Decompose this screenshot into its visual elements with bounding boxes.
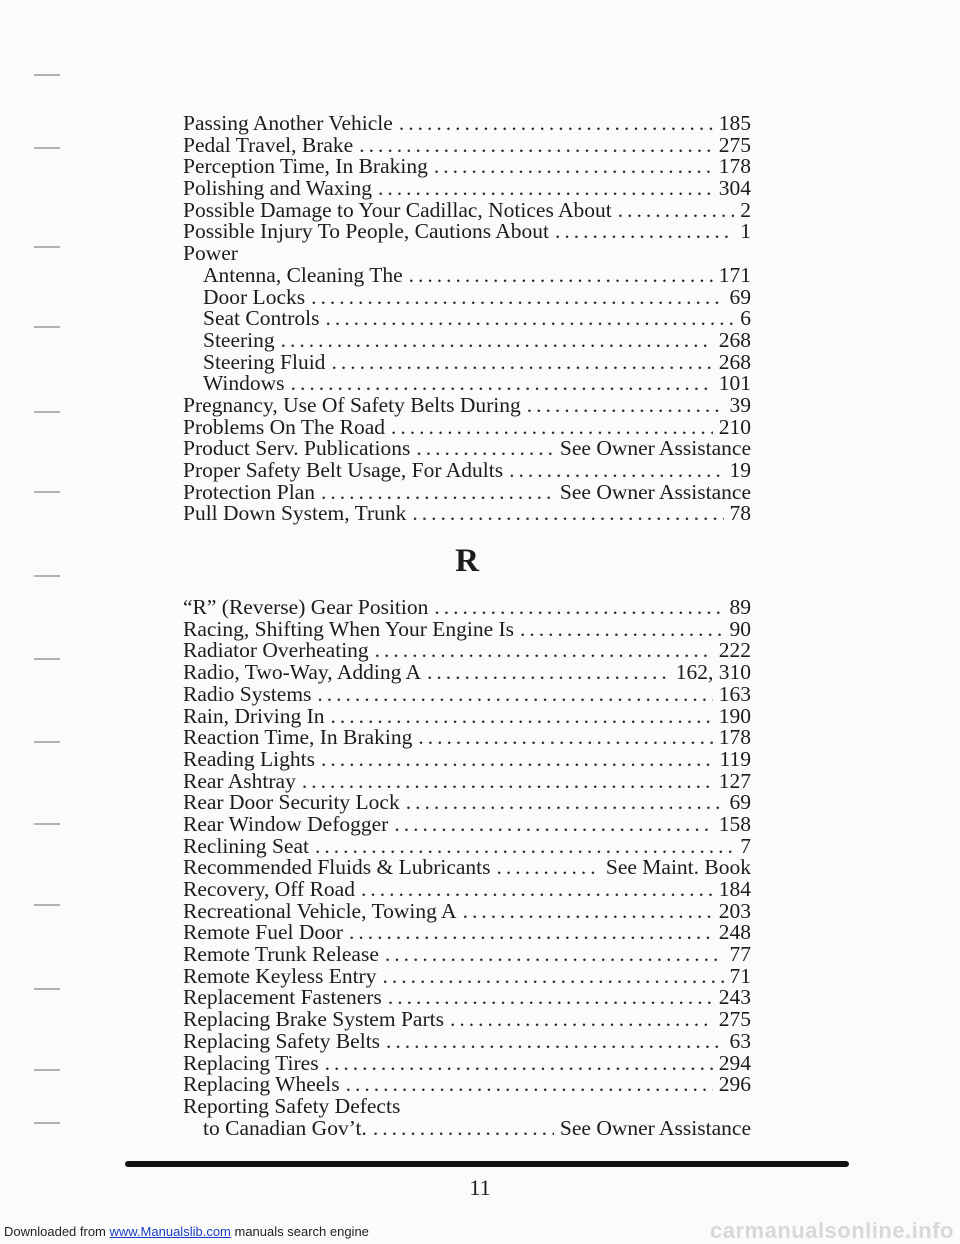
margin-tick-marks — [0, 0, 80, 1242]
margin-tick — [34, 74, 60, 76]
entry-page: 2 — [740, 197, 751, 222]
entry-page: 203 — [718, 898, 751, 923]
margin-tick — [34, 326, 60, 328]
dot-leader — [346, 1074, 713, 1096]
entry-title: Product Serv. Publications — [183, 436, 411, 461]
margin-tick — [34, 1069, 60, 1071]
index-entry — [183, 1009, 751, 1031]
entry-title: Rain, Driving In — [183, 703, 325, 728]
entry-title: Racing, Shifting When Your Engine Is — [183, 616, 515, 641]
entry-page: 184 — [718, 877, 751, 901]
dot-leader — [291, 373, 713, 395]
entry-page: 178 — [718, 725, 751, 750]
entry-title: Protection Plan — [183, 479, 315, 504]
index-entry — [183, 349, 751, 374]
entry-title: Remote Fuel Door — [183, 920, 344, 945]
index-entry — [183, 1050, 751, 1075]
entry-page: 119 — [719, 746, 751, 771]
index-entry — [183, 1115, 751, 1140]
dot-leader — [427, 662, 670, 684]
index-entry — [183, 156, 751, 178]
entry-page: 1 — [740, 219, 751, 244]
dot-leader — [497, 857, 600, 879]
entry-title: Reading Lights — [183, 746, 315, 771]
dot-leader — [331, 706, 713, 728]
dot-leader — [325, 308, 734, 330]
manualslib-link[interactable]: www.Manualslib.com — [109, 1224, 231, 1239]
entry-title: Pregnancy, Use Of Safety Belts During — [183, 392, 521, 417]
dot-leader — [391, 417, 713, 439]
entry-page: 178 — [718, 154, 751, 179]
index-entry — [183, 768, 751, 793]
dot-leader — [359, 135, 713, 157]
index-entry — [183, 640, 751, 662]
dot-leader — [375, 640, 713, 662]
entry-title: Reclining Seat — [183, 833, 309, 858]
dot-leader — [527, 395, 724, 417]
entry-page: 89 — [729, 595, 751, 620]
entry-page: 185 — [718, 111, 751, 135]
entry-title: Replacement Fasteners — [183, 985, 382, 1010]
dot-leader — [373, 1118, 554, 1140]
entry-title: Antenna, Cleaning The — [203, 262, 403, 287]
index-entry — [183, 681, 751, 706]
entry-title: Radio Systems — [183, 681, 312, 706]
entry-title: Radio, Two-Way, Adding A — [183, 660, 422, 685]
dot-leader — [434, 597, 723, 619]
footer-rule — [125, 1161, 849, 1167]
entry-page: 101 — [718, 371, 751, 396]
index-entry — [183, 503, 751, 525]
index-entry — [183, 792, 751, 814]
entry-page: 39 — [729, 392, 751, 417]
index-entry — [183, 113, 751, 135]
index-entry — [183, 438, 751, 460]
index-entry — [183, 392, 751, 417]
entry-page: 222 — [718, 638, 751, 663]
entry-title: Recreational Vehicle, Towing A — [183, 898, 457, 923]
dot-leader — [450, 1009, 713, 1031]
margin-tick — [34, 741, 60, 743]
margin-tick — [34, 658, 60, 660]
dot-leader — [418, 727, 712, 749]
entry-title: Steering Fluid — [203, 349, 326, 374]
dot-leader — [463, 901, 713, 923]
entry-title: Rear Door Security Lock — [183, 790, 400, 815]
entry-title: Windows — [203, 371, 285, 396]
entry-page: 127 — [718, 768, 751, 793]
index-entry — [183, 460, 751, 482]
entry-title: Pull Down System, Trunk — [183, 501, 407, 526]
index-entry — [183, 703, 751, 728]
entry-page: See Maint. Book — [605, 855, 751, 880]
entry-page: See Owner Assistance — [559, 436, 751, 461]
entry-title: Proper Safety Belt Usage, For Adults — [183, 458, 504, 482]
index-entry — [183, 132, 751, 157]
index-entry — [183, 308, 751, 330]
entry-title: Steering — [203, 327, 275, 352]
entry-page: 78 — [729, 501, 751, 526]
entry-page: 90 — [729, 616, 751, 641]
dot-leader — [302, 771, 713, 793]
entry-page: 304 — [718, 176, 751, 201]
entry-title: Radiator Overheating — [183, 638, 369, 663]
entry-title: Perception Time, In Braking — [183, 154, 428, 179]
entry-page: 63 — [729, 1028, 751, 1053]
dot-leader — [406, 792, 724, 814]
margin-tick — [34, 823, 60, 825]
dot-leader — [311, 287, 723, 309]
entry-title: Reporting Safety Defects — [183, 1093, 401, 1118]
index-entry — [183, 746, 751, 771]
entry-title: Possible Injury To People, Cautions About — [183, 219, 549, 244]
entry-page: See Owner Assistance — [559, 479, 751, 504]
entry-page: 19 — [729, 458, 751, 482]
entry-title: Rear Window Defogger — [183, 811, 389, 836]
entry-title: Replacing Tires — [183, 1050, 319, 1075]
entry-page: See Owner Assistance — [559, 1115, 751, 1140]
entry-page: 162, 310 — [675, 660, 751, 685]
dot-leader — [399, 113, 713, 135]
margin-tick — [34, 147, 60, 149]
index-entry — [183, 727, 751, 749]
entry-page: 69 — [729, 284, 751, 309]
entry-title: Door Locks — [203, 284, 306, 309]
index-entry — [183, 197, 751, 222]
index-entry — [183, 616, 751, 641]
entry-title: Replacing Wheels — [183, 1072, 340, 1097]
dot-leader — [331, 352, 712, 374]
margin-tick — [34, 246, 60, 248]
index-entry — [183, 262, 751, 287]
dot-leader — [434, 156, 713, 178]
footer-source: Downloaded from www.Manualslib.com manuals search engine — [4, 1224, 369, 1239]
entry-page: 248 — [718, 920, 751, 945]
margin-tick — [34, 904, 60, 906]
entry-title: to Canadian Gov’t. — [203, 1115, 367, 1140]
dot-leader — [361, 879, 713, 901]
index-entry — [183, 373, 751, 395]
entry-title: Reaction Time, In Braking — [183, 725, 413, 750]
entry-page: 294 — [718, 1050, 751, 1075]
dot-leader — [520, 619, 723, 641]
index-entry — [183, 944, 751, 966]
index-entry — [183, 284, 751, 309]
entry-page: 268 — [718, 327, 751, 352]
dot-leader — [317, 684, 712, 706]
index-section-r — [183, 597, 751, 1139]
dot-leader — [509, 460, 723, 482]
index-entry — [183, 833, 751, 858]
index-entry — [183, 987, 751, 1009]
margin-tick — [34, 1122, 60, 1124]
index-entry — [183, 327, 751, 352]
entry-page: 268 — [718, 349, 751, 374]
entry-page: 275 — [718, 132, 751, 157]
margin-tick — [34, 988, 60, 990]
entry-title: Remote Keyless Entry — [183, 963, 377, 988]
index-entry — [183, 1074, 751, 1096]
dot-leader — [409, 265, 713, 287]
index-entry — [183, 1028, 751, 1053]
dot-leader — [394, 814, 712, 836]
entry-title: Replacing Safety Belts — [183, 1028, 381, 1053]
entry-title: Power — [183, 241, 238, 266]
index-entry — [183, 178, 751, 200]
entry-title: Seat Controls — [203, 306, 320, 331]
dot-leader — [281, 330, 713, 352]
entry-page: 158 — [718, 811, 751, 836]
section-heading-r: R — [455, 543, 479, 580]
dot-leader — [555, 221, 734, 243]
entry-page: 190 — [718, 703, 751, 728]
dot-leader — [618, 200, 734, 222]
dot-leader — [388, 987, 713, 1009]
index-entry — [183, 857, 751, 879]
entry-page: 243 — [718, 985, 751, 1010]
index-entry — [183, 1093, 751, 1118]
index-entry — [183, 221, 751, 243]
entry-page: 275 — [718, 1007, 751, 1032]
dot-leader — [315, 836, 734, 858]
dot-leader — [412, 503, 723, 525]
entry-title: Replacing Brake System Parts — [183, 1007, 444, 1032]
index-column — [183, 113, 751, 1139]
entry-title: “R” (Reverse) Gear Position — [183, 595, 429, 620]
dot-leader — [382, 966, 723, 988]
entry-title: Remote Trunk Release — [183, 942, 379, 967]
index-entry — [183, 243, 751, 265]
entry-page: 71 — [729, 963, 751, 988]
dot-leader — [325, 1053, 713, 1075]
entry-page: 7 — [740, 833, 751, 858]
index-section-p — [183, 113, 751, 525]
index-entry — [183, 479, 751, 504]
index-entry — [183, 811, 751, 836]
entry-title: Rear Ashtray — [183, 768, 296, 793]
entry-page: 163 — [718, 681, 751, 706]
index-entry — [183, 879, 751, 901]
dot-leader — [386, 1031, 723, 1053]
index-entry — [183, 414, 751, 439]
entry-page: 171 — [718, 262, 751, 287]
entry-page: 6 — [740, 306, 751, 331]
margin-tick — [34, 491, 60, 493]
entry-page: 69 — [729, 790, 751, 815]
entry-title: Passing Another Vehicle — [183, 111, 393, 135]
dot-leader — [349, 922, 713, 944]
margin-tick — [34, 411, 60, 413]
dot-leader — [378, 178, 713, 200]
entry-page: 210 — [718, 414, 751, 439]
entry-title: Polishing and Waxing — [183, 176, 372, 201]
entry-title: Recovery, Off Road — [183, 877, 355, 901]
dot-leader — [416, 438, 554, 460]
index-entry — [183, 662, 751, 684]
watermark: carmanualsonline.info — [710, 1218, 954, 1243]
dot-leader — [321, 482, 554, 504]
dot-leader — [385, 944, 724, 966]
entry-title: Possible Damage to Your Cadillac, Notices About — [183, 197, 612, 222]
margin-tick — [34, 575, 60, 577]
page-number: 11 — [469, 1175, 491, 1200]
dot-leader — [321, 749, 714, 771]
index-entry — [183, 898, 751, 923]
entry-title: Recommended Fluids & Lubricants — [183, 855, 491, 880]
download-footer — [0, 1218, 960, 1243]
index-entry — [183, 922, 751, 944]
entry-title: Pedal Travel, Brake — [183, 132, 354, 157]
index-entry — [183, 963, 751, 988]
entry-title: Problems On The Road — [183, 414, 386, 439]
entry-page: 296 — [718, 1072, 751, 1097]
entry-page: 77 — [729, 942, 751, 967]
index-entry — [183, 597, 751, 619]
